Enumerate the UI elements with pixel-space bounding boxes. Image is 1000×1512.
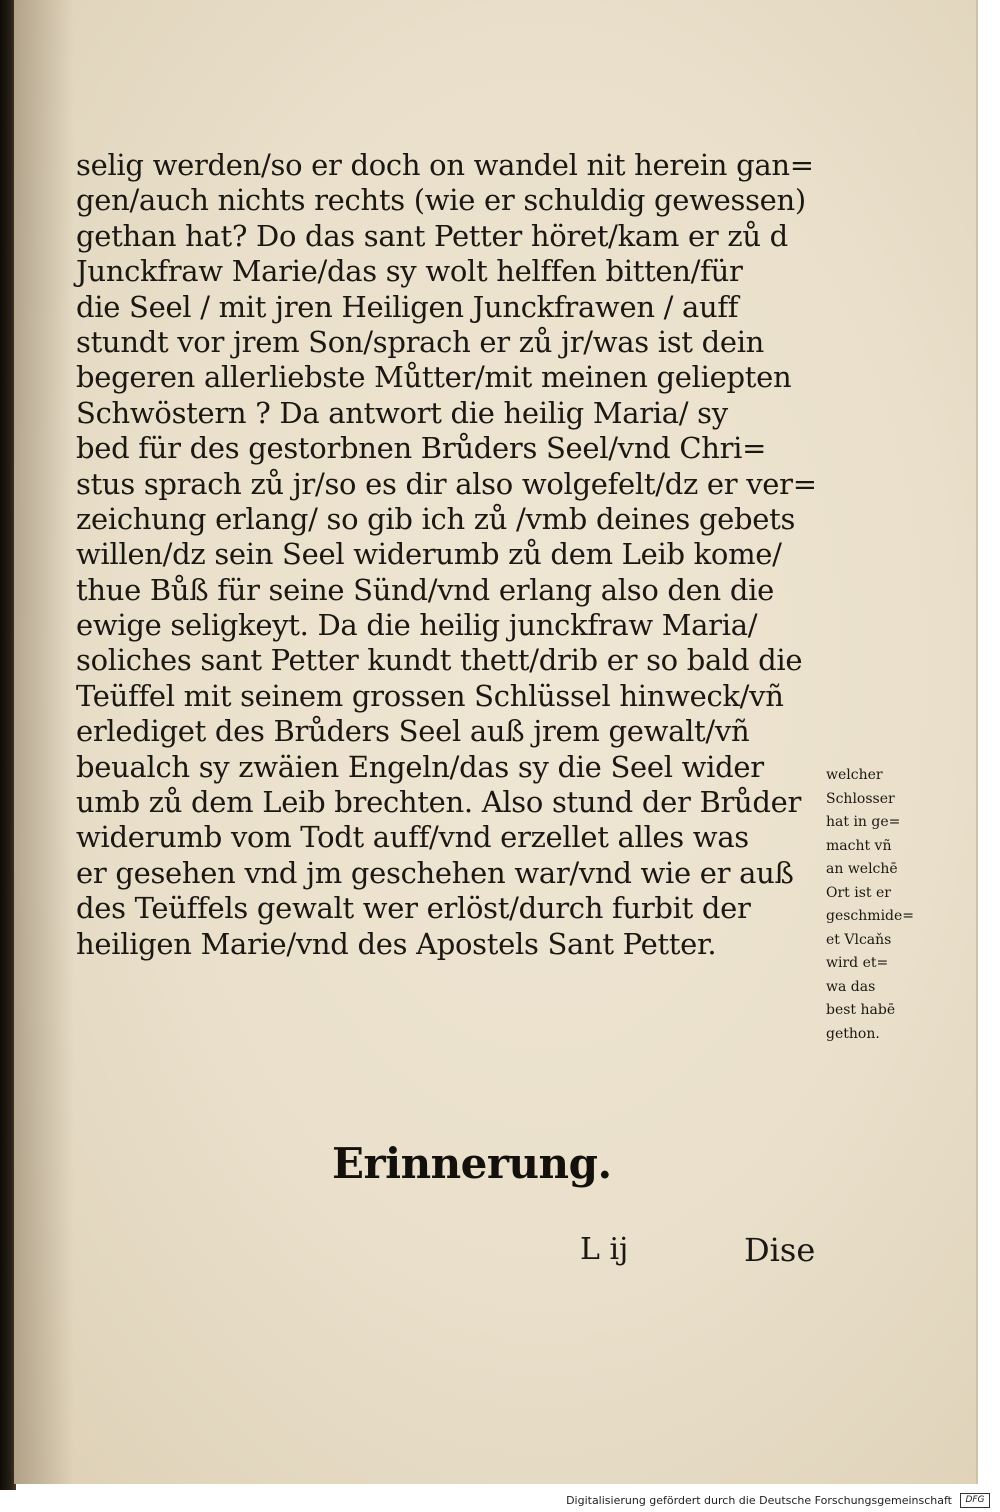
marginal-note-line: welcher [826,767,883,783]
marginal-note-line: wa das [826,978,876,995]
text-line: zeichung erlang/ so gib ich zů /vmb deines gebets [76,501,796,536]
text-line: stundt vor jrem Son/sprach er zů jr/was ist dein [76,324,765,359]
text-line: stus sprach zů jr/so es dir also wolgefelt/dz er ver= [76,466,817,501]
text-line: heiligen Marie/vnd des Apostels Sant Petter. [76,926,717,961]
text-line: thue Bůß für seine Sünd/vnd erlang also den die [76,572,774,607]
text-line: willen/dz sein Seel widerumb zů dem Leib kome/ [76,537,782,572]
marginal-note-line: et Vlcaňs [826,931,892,948]
marginal-note-line: Ort ist er [826,884,891,901]
text-line: bed für des gestorbnen Brůders Seel/vnd Chri= [76,431,767,466]
digitization-footer [0,1490,1000,1512]
text-line: umb zů dem Leib brechten. Also stund der Brůder [76,785,802,820]
text-line: selig werden/so er doch on wandel nit herein gan= [76,148,814,182]
catchword: Dise [744,1231,816,1269]
funding-credit: Digitalisierung gefördert durch die Deutsche Forschungsgemeinschaft [566,1494,952,1507]
signature-mark: L ij [580,1232,629,1267]
marginal-note-line: macht vñ [826,837,892,854]
text-line: die Seel / mit jren Heiligen Junckfrawen / auff [76,289,739,324]
text-line: gethan hat? Do das sant Petter höret/kam er zů d [76,218,788,253]
text-line: ewige seligkeyt. Da die heilig junckfraw Maria/ [76,608,758,643]
marginal-note-line: wird et= [826,955,889,971]
text-line: erlediget des Brůders Seel auß jrem gewalt/vñ [76,714,750,749]
text-line: Teüffel mit seinem grossen Schlüssel hinweck/vñ [76,678,784,713]
text-line: gen/auch nichts rechts (wie er schuldig gewessen) [76,183,806,218]
dfg-logo: DFG [960,1493,990,1508]
main-text-block [76,148,836,962]
marginal-note-line: geschmide= [826,908,915,924]
marginal-note-line: gethon. [826,1025,880,1042]
marginal-note-line: best habē [826,1002,896,1018]
section-heading: Erinnerung. [332,1139,612,1188]
text-line: begeren allerliebste Můtter/mit meinen geliepten [76,360,792,395]
text-line: des Teüffels gewalt wer erlöst/durch furbit der [76,891,751,926]
text-line: er gesehen vnd jm geschehen war/vnd wie er auß [76,855,794,890]
text-line: widerumb vom Todt auff/vnd erzellet alles was [76,820,749,855]
marginal-note-line: an welchē [826,861,898,877]
marginal-note-line: Schlosser [826,790,895,807]
marginal-note-line: hat in ge= [826,814,901,830]
text-line: soliches sant Petter kundt thett/drib er so bald die [76,643,803,678]
text-line: Junckfraw Marie/das sy wolt helffen bitten/für [76,254,743,289]
text-line: Schwöstern ? Da antwort die heilig Maria/ sy [76,395,728,430]
text-line: beualch sy zwäien Engeln/das sy die Seel wider [76,749,764,784]
book-page [14,0,978,1484]
marginal-note [826,764,926,1046]
